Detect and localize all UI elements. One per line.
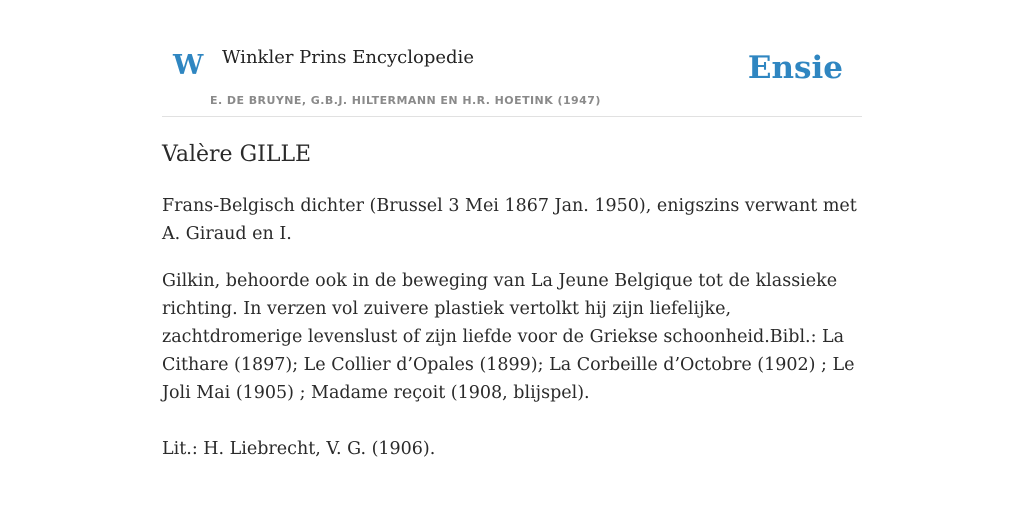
article bbox=[162, 140, 862, 463]
article-paragraph: Gilkin, behoorde ook in de beweging van La Jeune Belgique tot de klassieke richting. In verzen vol zuivere plastiek vertolkt hij zijn liefelijke, zachtdromerige levenslust of zijn liefde voor de Griekse schoonheid.Bibl.: La Cithare (1897); Le Collier d’Opales (1899); La Corbeille d’Octobre (1902) ; Le Joli Mai (1905) ; Madame reçoit (1908, blijspel). bbox=[162, 271, 855, 403]
publication-authors: E. DE BRUYNE, G.B.J. HILTERMANN EN H.R. HOETINK (1947) bbox=[210, 94, 601, 107]
article-paragraph: Frans-Belgisch dichter (Brussel 3 Mei 1867 Jan. 1950), enigszins verwant met A. Giraud en I. bbox=[162, 196, 857, 244]
winkler-prins-logo[interactable]: W bbox=[173, 50, 204, 81]
article-title: Valère GILLE bbox=[162, 142, 312, 167]
site-header bbox=[162, 38, 862, 117]
ensie-brand-logo[interactable]: Ensie bbox=[747, 50, 843, 86]
publication-title[interactable]: Winkler Prins Encyclopedie bbox=[222, 47, 474, 68]
article-literature: Lit.: H. Liebrecht, V. G. (1906). bbox=[162, 439, 436, 459]
